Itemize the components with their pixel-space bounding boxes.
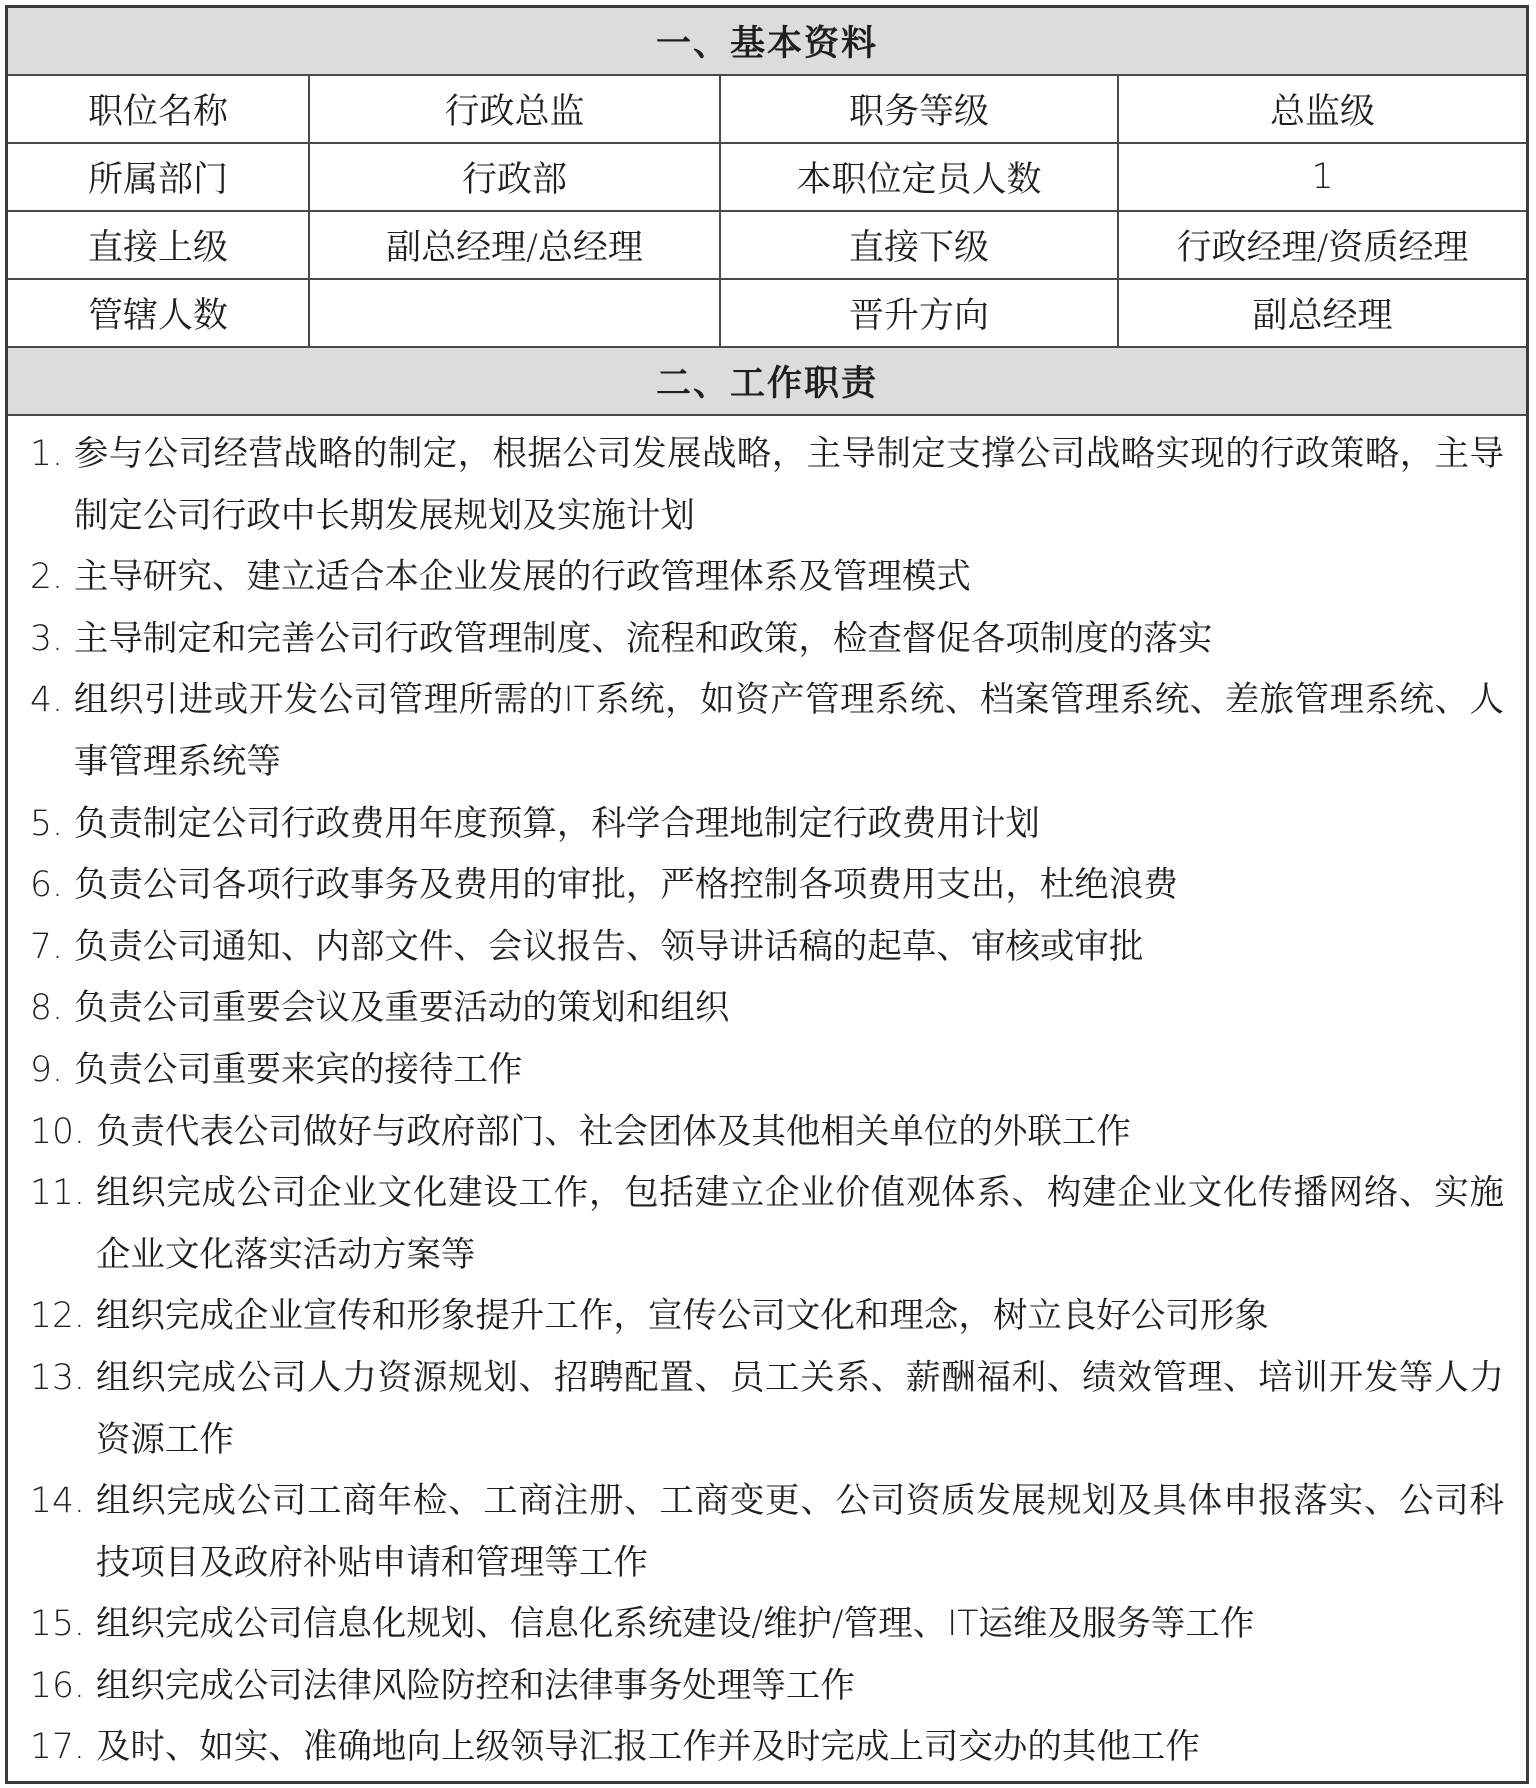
duty-text: 负责公司重要会议及重要活动的策划和组织 bbox=[73, 988, 730, 1029]
duty-text: 主导制定和完善公司行政管理制度、流程和政策，检查督促各项制度的落实 bbox=[73, 618, 1213, 659]
duty-text: 负责代表公司做好与政府部门、社会团体及其他相关单位的外联工作 bbox=[95, 1111, 1131, 1152]
duty-text: 组织完成公司信息化规划、信息化系统建设/维护/管理、IT运维及服务等工作 bbox=[95, 1604, 1255, 1645]
duty-text: 负责公司重要来宾的接待工作 bbox=[73, 1049, 523, 1090]
table-row bbox=[8, 279, 1526, 347]
table-row bbox=[8, 143, 1526, 211]
duty-number: 2. bbox=[30, 557, 74, 598]
list-item bbox=[30, 424, 1504, 547]
cell-value: 副总经理/总经理 bbox=[309, 211, 720, 279]
basic-info-table bbox=[8, 8, 1526, 416]
section-title-duties: 二、工作职责 bbox=[8, 347, 1526, 415]
cell-value bbox=[309, 279, 720, 347]
list-item bbox=[30, 1040, 1504, 1102]
list-item bbox=[30, 1102, 1504, 1164]
duty-number: 7. bbox=[30, 926, 74, 967]
list-item bbox=[30, 1656, 1504, 1718]
cell-label: 晋升方向 bbox=[720, 279, 1118, 347]
job-description-document bbox=[5, 5, 1529, 1784]
duty-number: 12. bbox=[30, 1296, 96, 1337]
cell-label: 直接上级 bbox=[8, 211, 309, 279]
cell-value: 总监级 bbox=[1118, 75, 1526, 143]
duty-number: 4. bbox=[30, 680, 74, 721]
duty-number: 17. bbox=[30, 1727, 96, 1768]
duty-text: 负责公司通知、内部文件、会议报告、领导讲话稿的起草、审核或审批 bbox=[73, 926, 1144, 967]
duties-list bbox=[8, 416, 1526, 1779]
duty-text: 及时、如实、准确地向上级领导汇报工作并及时完成上司交办的其他工作 bbox=[95, 1727, 1200, 1768]
cell-value: 行政部 bbox=[309, 143, 720, 211]
duty-number: 5. bbox=[30, 803, 74, 844]
cell-label: 本职位定员人数 bbox=[720, 143, 1118, 211]
duty-number: 8. bbox=[30, 988, 74, 1029]
duty-text: 参与公司经营战略的制定，根据公司发展战略，主导制定支撑公司战略实现的行政策略，主导制定公司行政中长期发展规划及实施计划 bbox=[73, 434, 1504, 536]
list-item bbox=[30, 1348, 1504, 1471]
list-item bbox=[30, 1471, 1504, 1594]
list-item bbox=[30, 670, 1504, 793]
duty-text: 组织完成公司人力资源规划、招聘配置、员工关系、薪酬福利、绩效管理、培训开发等人力资源工作 bbox=[95, 1357, 1504, 1460]
list-item bbox=[30, 917, 1504, 979]
list-item bbox=[30, 855, 1504, 917]
list-item bbox=[30, 609, 1504, 671]
cell-value: 行政总监 bbox=[309, 75, 720, 143]
table-row bbox=[8, 75, 1526, 143]
duty-number: 10. bbox=[30, 1111, 96, 1152]
duty-number: 3. bbox=[30, 618, 74, 659]
cell-value: 副总经理 bbox=[1118, 279, 1526, 347]
duty-number: 16. bbox=[30, 1665, 96, 1706]
cell-label: 所属部门 bbox=[8, 143, 309, 211]
duty-number: 1. bbox=[30, 434, 74, 474]
list-item bbox=[30, 1717, 1504, 1779]
duty-number: 9. bbox=[30, 1049, 74, 1090]
duty-number: 14. bbox=[30, 1481, 96, 1522]
duty-number: 13. bbox=[30, 1357, 96, 1398]
duty-text: 组织完成公司企业文化建设工作，包括建立企业价值观体系、构建企业文化传播网络、实施企业文化落实活动方案等 bbox=[95, 1173, 1504, 1275]
cell-value: 行政经理/资质经理 bbox=[1118, 211, 1526, 279]
list-item bbox=[30, 794, 1504, 856]
cell-value: 1 bbox=[1118, 143, 1526, 211]
cell-label: 管辖人数 bbox=[8, 279, 309, 347]
duty-number: 15. bbox=[30, 1604, 96, 1645]
duty-text: 主导研究、建立适合本企业发展的行政管理体系及管理模式 bbox=[73, 557, 971, 598]
duty-text: 组织完成公司工商年检、工商注册、工商变更、公司资质发展规划及具体申报落实、公司科技项目及政府补贴申请和管理等工作 bbox=[95, 1481, 1504, 1583]
duty-text: 组织完成公司法律风险防控和法律事务处理等工作 bbox=[95, 1665, 855, 1706]
list-item bbox=[30, 978, 1504, 1040]
cell-label: 直接下级 bbox=[720, 211, 1118, 279]
duty-text: 负责制定公司行政费用年度预算，科学合理地制定行政费用计划 bbox=[73, 803, 1040, 844]
list-item bbox=[30, 1163, 1504, 1286]
cell-label: 职务等级 bbox=[720, 75, 1118, 143]
duty-text: 组织引进或开发公司管理所需的IT系统，如资产管理系统、档案管理系统、差旅管理系统、人事管理系统等 bbox=[73, 680, 1504, 782]
cell-label: 职位名称 bbox=[8, 75, 309, 143]
list-item bbox=[30, 1286, 1504, 1348]
table-row bbox=[8, 211, 1526, 279]
list-item bbox=[30, 1594, 1504, 1656]
duty-number: 11. bbox=[30, 1173, 96, 1214]
section-title-basic-info: 一、基本资料 bbox=[8, 8, 1526, 75]
duty-number: 6. bbox=[30, 865, 74, 906]
duty-text: 负责公司各项行政事务及费用的审批，严格控制各项费用支出，杜绝浪费 bbox=[73, 865, 1178, 906]
duty-text: 组织完成企业宣传和形象提升工作，宣传公司文化和理念，树立良好公司形象 bbox=[95, 1296, 1269, 1337]
list-item bbox=[30, 547, 1504, 609]
